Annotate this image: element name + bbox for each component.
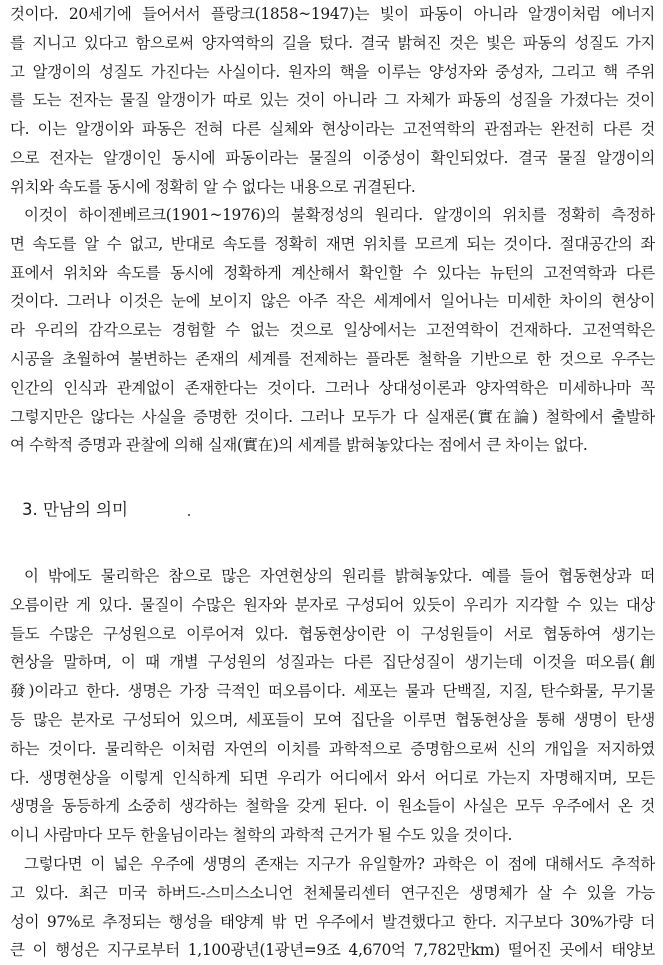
text-line: 이것이 하이젠베르크(1901~1976)의 불확정성의 원리다. 알갱이의 위치를 정확히 측정하 (24, 206, 655, 224)
text-line: 큰 이 행성은 지구로부터 1,100광년(1광년=9조 4,670억 7,782만km) 떨어진 곳에서 태양보 (10, 941, 655, 960)
text-line: 이 밖에도 물리학은 참으로 많은 자연현상의 원리를 밝혀놓았다. 예를 들어 협동현상과 떠 (24, 567, 655, 585)
stray-dot (188, 514, 190, 516)
text-line: 고 알갱이의 성질도 가진다는 사실이다. 원자의 핵을 이루는 양성자와 중성자, 그리고 핵 주위 (10, 62, 655, 81)
paragraph-emergence (10, 562, 655, 850)
text-line: 고 있다. 최근 미국 하버드-스미스소니언 천체물리센터 연구진은 생명체가 살 수 있을 가능 (10, 883, 655, 902)
text-line: 들도 수많은 구성원으로 이루어져 있다. 협동현상이란 이 구성원들이 서로 협동하여 생기는 (10, 624, 655, 643)
text-line: 오름이란 게 있다. 물질이 수많은 원자와 분자로 구성되어 있듯이 우리가 지각할 수 있는 대상 (10, 595, 655, 614)
text-line: 생명을 동등하게 소중히 생각하는 철학을 갖게 된다. 이 원소들이 사실은 모두 우주에서 온 것 (10, 797, 655, 816)
text-line: 를 도는 전자는 물질 알갱이가 따로 있는 것이 아니라 그 자체가 파동의 성질을 가졌다는 것이 (10, 91, 655, 110)
paragraph-quantum-duality (10, 0, 655, 202)
text-line: 發)이라고 한다. 생명은 가장 극적인 떠오름이다. 세포는 물과 단백질, 지질, 탄수화물, 무기물 (10, 682, 655, 701)
text-line: 것이다. 그러나 이것은 눈에 보이지 않은 아주 작은 세계에서 일어나는 미세한 차이의 현상이 (10, 292, 655, 311)
section-heading: 3. 만남의 의미 (22, 500, 128, 519)
text-line: 현상을 말하며, 이 때 개별 구성원의 성질과는 다른 집단성질이 생기는데 이것을 떠오름(創 (10, 653, 655, 672)
text-line: 를 지니고 있다고 함으로써 양자역학의 길을 텄다. 결국 밝혀진 것은 빛은 파동의 성질도 가지 (10, 33, 655, 52)
text-line: 성이 97%로 추정되는 행성을 태양계 밖 먼 우주에서 발견했다고 한다. 지구보다 30%가량 더 (10, 912, 655, 931)
text-line: 으로 전자는 알갱이인 동시에 파동이라는 물질의 이중성이 확인되었다. 결국 물질 알갱이의 (10, 148, 655, 167)
paragraph-uncertainty-principle (10, 201, 655, 460)
text-line: 것이다. 20세기에 들어서서 플랑크(1858~1947)는 빛이 파동이 아니라 알갱이처럼 에너지 (10, 5, 655, 23)
text-line: 이니 사람마다 모두 한울님이라는 철학의 과학적 근거가 될 수도 있을 것이다. (10, 826, 513, 845)
text-line: 다. 생명현상을 이렇게 인식하게 되면 우리가 어디에서 와서 어디로 가는지 자명해지며, 모든 (10, 768, 655, 787)
text-line: 시공을 초월하여 불변하는 존재의 세계를 전제하는 플라톤 철학을 기반으로 한 것으로 우주는 (10, 349, 655, 368)
text-line: 면 속도를 알 수 없고, 반대로 속도를 정확히 재면 위치를 모르게 되는 것이다. 절대공간의 좌 (10, 234, 655, 253)
text-line: 그렇지만은 않다는 사실을 증명한 것이다. 그러나 모두가 다 실재론(實在論) 철학에서 출발하 (10, 407, 655, 426)
text-line: 위치와 속도를 동시에 정확히 알 수 없다는 내용으로 귀결된다. (10, 177, 416, 196)
text-line: 라 우리의 감각으로는 경험할 수 없는 것으로 일상에서는 고전역학이 건재하다. 고전역학은 (10, 321, 655, 340)
text-line: 인간의 인식과 관계없이 존재한다는 것이다. 그러나 상대성이론과 양자역학은 미세하나마 꼭 (10, 378, 655, 397)
text-line: 여 수학적 증명과 관찰에 의해 실재(實在)의 세계를 밝혀놓았다는 점에서 큰 차이는 없다. (10, 436, 588, 455)
text-line: 표에서 위치와 속도를 동시에 정확하게 계산해서 확인할 수 있다는 뉴턴의 고전역학과 다른 (10, 263, 655, 282)
text-line: 등 많은 분자로 구성되어 있으며, 세포들이 모여 집단을 이루면 협동현상을 통해 생명이 탄생 (10, 710, 655, 729)
paragraph-exoplanet (10, 850, 655, 965)
text-line: 다. 이는 알갱이와 파동은 전혀 다른 실체와 현상이라는 고전역학의 관점과는 완전히 다른 것 (10, 120, 655, 139)
text-line: 하는 것이다. 물리학은 이처럼 자연의 이치를 과학적으로 증명함으로써 신의 개입을 저지하였 (10, 739, 655, 758)
text-line: 그렇다면 이 넓은 우주에 생명의 존재는 지구가 유일할까? 과학은 이 점에 대해서도 추적하 (24, 855, 655, 873)
